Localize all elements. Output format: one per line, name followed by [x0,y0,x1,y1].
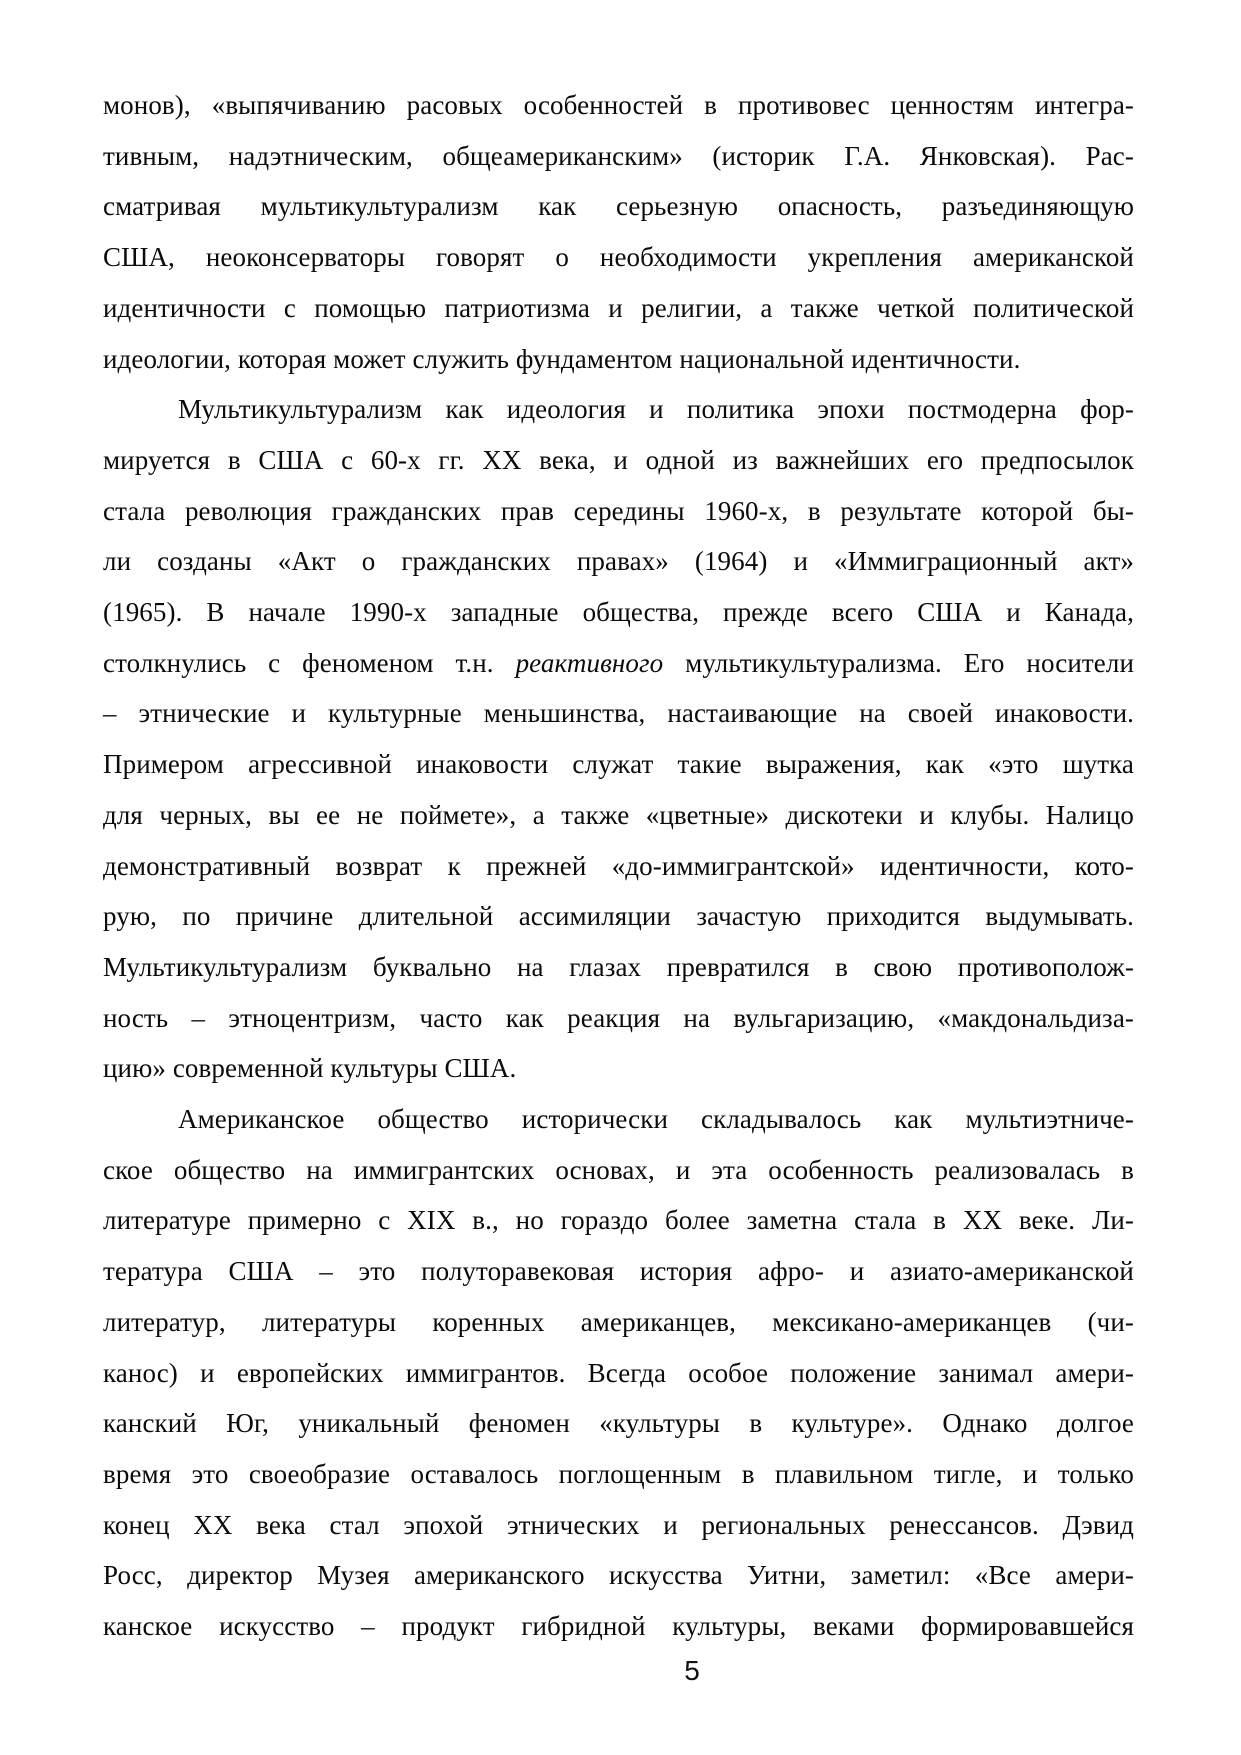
text-line [103,486,1134,537]
text-line [103,739,1134,790]
text-segment: канос) и европейских иммигрантов. Всегда особое положение занимал амери- [103,1357,1134,1388]
text-segment: (1965). В начале 1990-х западные общества, прежде всего США и Канада, [103,597,1134,628]
text-line [103,688,1134,739]
italic-text-segment: реактивного [515,647,664,678]
text-segment: США, неоконсерваторы говорят о необходимости укрепления американской [103,242,1134,273]
text-line [103,1246,1134,1297]
text-line [103,384,1134,435]
text-segment: ли созданы «Акт о гражданских правах» (1964) и «Иммиграционный акт» [103,546,1134,577]
text-line [103,587,1134,638]
text-segment: сматривая мультикультурализм как серьезную опасность, разъединяющую [103,191,1134,222]
text-line [103,1145,1134,1196]
text-line [103,181,1134,232]
text-segment: литературе примерно с XIX в., но гораздо более заметна стала в XX веке. Ли- [103,1205,1134,1236]
text-segment: Росс, директор Музея американского искусства Уитни, заметил: «Все амери- [103,1560,1134,1591]
text-line [103,1550,1134,1601]
text-line [103,1500,1134,1551]
text-line [103,232,1134,283]
text-line [103,80,1134,131]
text-segment: канский Юг, уникальный феномен «культуры в культуре». Однако долгое [103,1408,1134,1439]
text-segment: время это своеобразие оставалось поглощенным в плавильном тигле, и только [103,1458,1134,1489]
text-segment: Мультикультурализм как идеология и политика эпохи постмодерна фор- [178,394,1134,425]
text-line [103,841,1134,892]
text-block [103,80,1134,1652]
text-segment: мультикультурализма. Его носители [663,647,1134,678]
text-line [103,1601,1134,1652]
text-segment: стала революция гражданских прав середины 1960-х, в результате которой бы- [103,495,1134,526]
text-segment: идеологии, которая может служить фундаментом национальной идентичности. [103,343,1021,374]
text-segment: Американское общество исторически складывалось как мультиэтниче- [178,1104,1134,1135]
text-segment: тивным, надэтническим, общеамериканским» (историк Г.А. Янковская). Рас- [103,140,1134,171]
text-line [103,1195,1134,1246]
text-segment: конец XX века стал эпохой этнических и региональных ренессансов. Дэвид [103,1509,1134,1540]
text-line [103,790,1134,841]
text-segment: канское искусство – продукт гибридной культуры, веками формировавшейся [103,1611,1134,1642]
text-segment: Примером агрессивной инаковости служат такие выражения, как «это шутка [103,749,1134,780]
text-line [103,1043,1134,1094]
text-line [103,891,1134,942]
text-line [103,1297,1134,1348]
text-line [103,435,1134,486]
text-segment: Мультикультурализм буквально на глазах превратился в свою противополож- [103,951,1134,982]
text-segment: – этнические и культурные меньшинства, настаивающие на своей инаковости. [103,698,1134,729]
text-line [103,334,1134,385]
text-line [103,131,1134,182]
text-segment: ность – этноцентризм, часто как реакция на вульгаризацию, «макдональдиза- [103,1002,1134,1033]
text-line [103,283,1134,334]
text-segment: рую, по причине длительной ассимиляции зачастую приходится выдумывать. [103,901,1134,932]
text-segment: столкнулись с феноменом т.н. [103,647,516,678]
text-line [103,536,1134,587]
page-number: 5 [684,1655,700,1686]
text-segment: мируется в США с 60-х гг. XX века, и одной из важнейших его предпосылок [103,444,1134,475]
text-line [103,993,1134,1044]
text-line [103,942,1134,993]
text-segment: ское общество на иммигрантских основах, и эта особенность реализовалась в [103,1154,1134,1185]
text-segment: идентичности с помощью патриотизма и религии, а также четкой политической [103,292,1134,323]
text-segment: для черных, вы ее не поймете», а также «цветные» дискотеки и клубы. Налицо [103,799,1134,830]
text-line [103,1449,1134,1500]
text-segment: монов), «выпячиванию расовых особенностей в противовес ценностям интегра- [103,90,1134,120]
text-segment: тература США – это полуторавековая история афро- и азиато-американской [103,1256,1134,1287]
text-segment: демонстративный возврат к прежней «до-иммигрантской» идентичности, кото- [103,850,1134,881]
text-line [103,638,1134,689]
text-segment: цию» современной культуры США. [103,1053,517,1084]
text-line [103,1348,1134,1399]
text-line [103,1398,1134,1449]
text-segment: литератур, литературы коренных американцев, мексикано-американцев (чи- [103,1306,1134,1337]
text-line [103,1094,1134,1145]
